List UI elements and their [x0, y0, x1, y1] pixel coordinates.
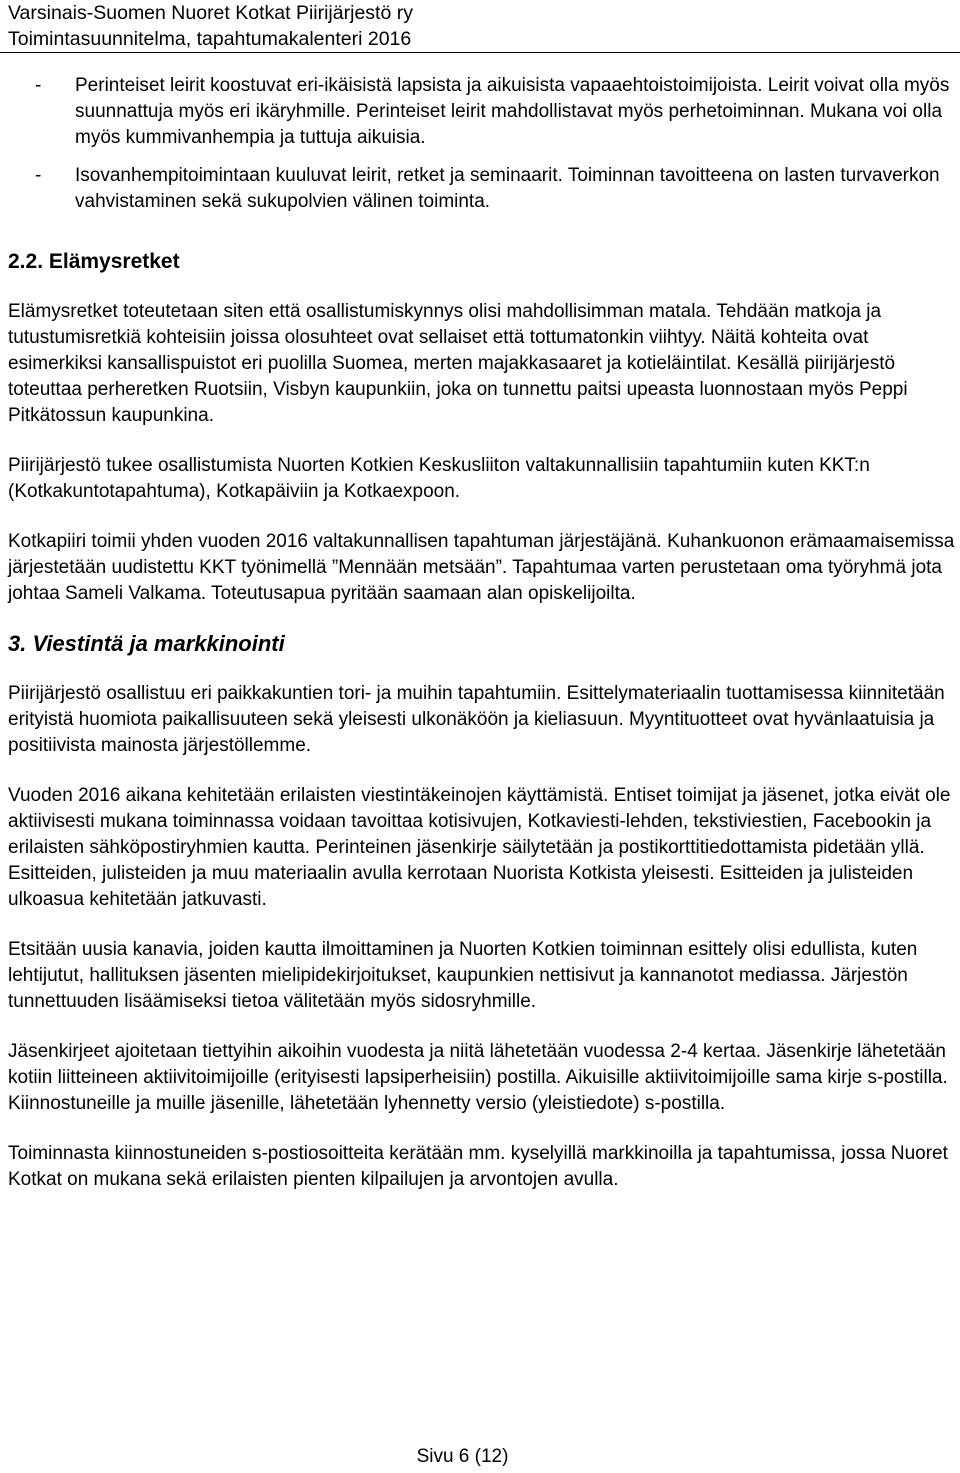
list-item [8, 163, 958, 215]
page-header [8, 0, 948, 52]
paragraph: Kotkapiiri toimii yhden vuoden 2016 valtakunnallisen tapahtuman järjestäjänä. Kuhankuonon erämaamaisemissa järjestetään uudistettu KKT työnimellä ”Mennään metsään”. Tapahtumaa varten perustetaan oma työryhmä jota johtaa Sameli Valkama. Toteutusapua pyritään saamaan alan opiskelijoilta. [8, 531, 955, 604]
page-number: Sivu 6 (12) [416, 1446, 509, 1467]
list-item [8, 73, 958, 151]
header-organization: Varsinais-Suomen Nuoret Kotkat Piirijärjestö ry [8, 2, 413, 24]
bullet-text: Isovanhempitoimintaan kuuluvat leirit, retket ja seminaarit. Toiminnan tavoitteena on lasten turvaverkon vahvistaminen sekä sukupolvien välinen toiminta. [75, 165, 940, 212]
paragraph: Etsitään uusia kanavia, joiden kautta ilmoittaminen ja Nuorten Kotkien toiminnan esittely olisi edullista, kuten lehtijutut, hallituksen jäsenten mielipidekirjoitukset, kaupunkien nettisivut ja kannanotot mediassa. Järjestön tunnettuuden lisäämiseksi tietoa välitetään myös sidosryhmille. [8, 939, 918, 1012]
paragraph: Toiminnasta kiinnostuneiden s-postiosoitteita kerätään mm. kyselyillä markkinoilla ja tapahtumissa, jossa Nuoret Kotkat on mukana sekä erilaisten pienten kilpailujen ja arvontojen avulla. [8, 1143, 948, 1190]
bullet-text: Perinteiset leirit koostuvat eri-ikäisistä lapsista ja aikuisista vapaaehtoistoimijoista. Leirit voivat olla myös suunnattuja myös eri ikäryhmille. Perinteiset leirit mahdollistavat myös perhetoiminnan. Mukana voi olla myös kummivanhempia ja tuttuja aikuisia. [75, 75, 950, 148]
bullet-dash: - [35, 75, 42, 96]
paragraph: Vuoden 2016 aikana kehitetään erilaisten viestintäkeinojen käyttämistä. Entiset toimijat ja jäsenet, jotka eivät ole aktiivisesti mukana toiminnassa voidaan tavoittaa kotisivujen, Kotkaviesti-lehden, tekstiviestien, Facebookin ja erilaisten sähköpostiryhmien kautta. Perinteinen jäsenkirje säilytetään ja postikorttitiedottamista pidetään yllä. Esitteiden, julisteiden ja muu materiaalin avulla kerrotaan Nuorista Kotkista yleisesti. Esitteiden ja julisteiden ulkoasua kehitetään jatkuvasti. [8, 785, 951, 910]
document-body [8, 73, 958, 1217]
header-divider [0, 52, 960, 53]
header-document-title: Toimintasuunnitelma, tapahtumakalenteri 2016 [8, 28, 412, 50]
section-heading-viestinta: 3. Viestintä ja markkinointi [8, 631, 285, 656]
section-heading-elamysretket: 2.2. Elämysretket [8, 250, 180, 273]
bullet-dash: - [35, 165, 42, 186]
paragraph: Piirijärjestö osallistuu eri paikkakuntien tori- ja muihin tapahtumiin. Esittelymateriaalin tuottamisessa kiinnitetään erityistä huomiota paikallisuuteen sekä yleisesti ulkonäköön ja kieliasuun. Myyntituotteet ovat hyvänlaatuisia ja positiivista mainosta järjestöllemme. [8, 683, 945, 756]
paragraph: Piirijärjestö tukee osallistumista Nuorten Kotkien Keskusliiton valtakunnallisiin tapahtumiin kuten KKT:n (Kotkakuntotapahtuma), Kotkapäiviin ja Kotkaexpoon. [8, 455, 870, 502]
paragraph: Elämysretket toteutetaan siten että osallistumiskynnys olisi mahdollisimman matala. Tehdään matkoja ja tutustumisretkiä kohteisiin joissa olosuhteet ovat sellaiset että tottumatonkin viihtyy. Näitä kohteita ovat esimerkiksi kansallispuistot eri puolilla Suomea, merten majakkasaaret ja kotieläintilat. Kesällä piirijärjestö toteuttaa perheretken Ruotsiin, Visbyn kaupunkiin, joka on tunnettu paitsi upeasta luonnostaan myös Peppi Pitkätossun kaupunkina. [8, 301, 908, 426]
paragraph: Jäsenkirjeet ajoitetaan tiettyihin aikoihin vuodesta ja niitä lähetetään vuodessa 2-4 kertaa. Jäsenkirje lähetetään kotiin liitteineen aktiivitoimijoille (erityisesti lapsiperheisiin) postilla. Aikuisille aktiivitoimijoille sama kirje s-postilla. Kiinnostuneille ja muille jäsenille, lähetetään lyhennetty versio (yleistiedote) s-postilla. [8, 1041, 948, 1114]
bullet-list [8, 73, 958, 215]
